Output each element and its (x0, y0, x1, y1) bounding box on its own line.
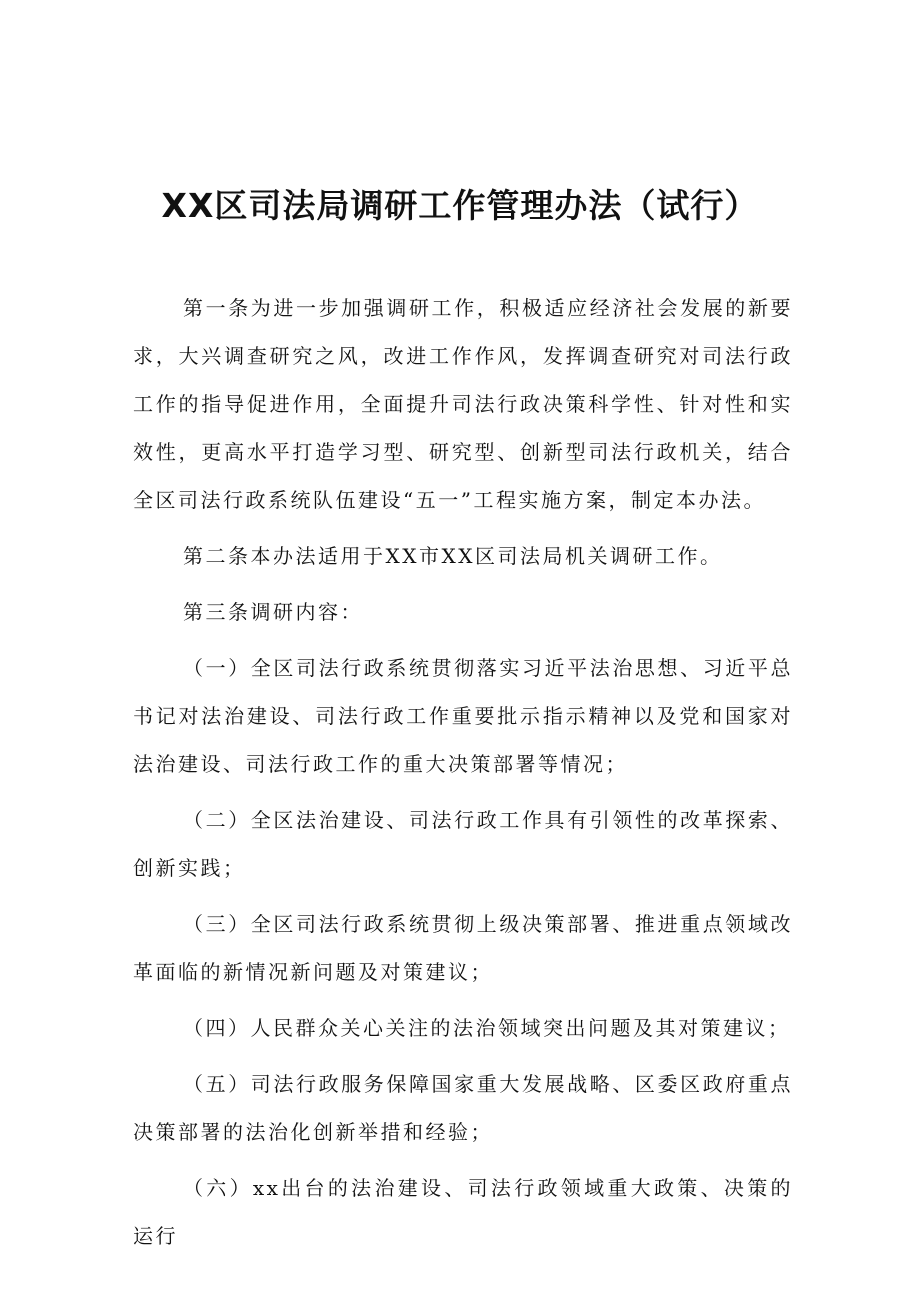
content-item-1: （一）全区司法行政系统贯彻落实习近平法治思想、习近平总书记对法治建设、司法行政工作重要批示指示精神以及党和国家对法治建设、司法行政工作的重大决策部署等情况； (133, 656, 793, 776)
content-item-3: （三）全区司法行政系统贯彻上级决策部署、推进重点领域改革面临的新情况新问题及对策建议； (133, 912, 793, 984)
content-item-2: （二）全区法治建设、司法行政工作具有引领性的改革探索、创新实践； (133, 808, 793, 880)
article-3-heading: 第三条调研内容： (183, 600, 363, 624)
content-item-6: （六）xx出台的法治建设、司法行政领域重大政策、决策的运行 (133, 1176, 793, 1248)
document-title: XX区司法局调研工作管理办法（试行） (161, 186, 759, 225)
content-item-5: （五）司法行政服务保障国家重大发展战略、区委区政府重点决策部署的法治化创新举措和经验； (133, 1072, 793, 1144)
article-2-paragraph: 第二条本办法适用于XX市XX区司法局机关调研工作。 (183, 544, 723, 568)
article-1-paragraph: 第一条为进一步加强调研工作，积极适应经济社会发展的新要求，大兴调查研究之风，改进工作作风，发挥调查研究对司法行政工作的指导促进作用，全面提升司法行政决策科学性、针对性和实效性，更高水平打造学习型、研究型、创新型司法行政机关，结合全区司法行政系统队伍建设“五一”工程实施方案，制定本办法。 (133, 296, 793, 512)
document-body (133, 284, 793, 1268)
content-item-4: （四）人民群众关心关注的法治领域突出问题及其对策建议； (183, 1016, 791, 1040)
